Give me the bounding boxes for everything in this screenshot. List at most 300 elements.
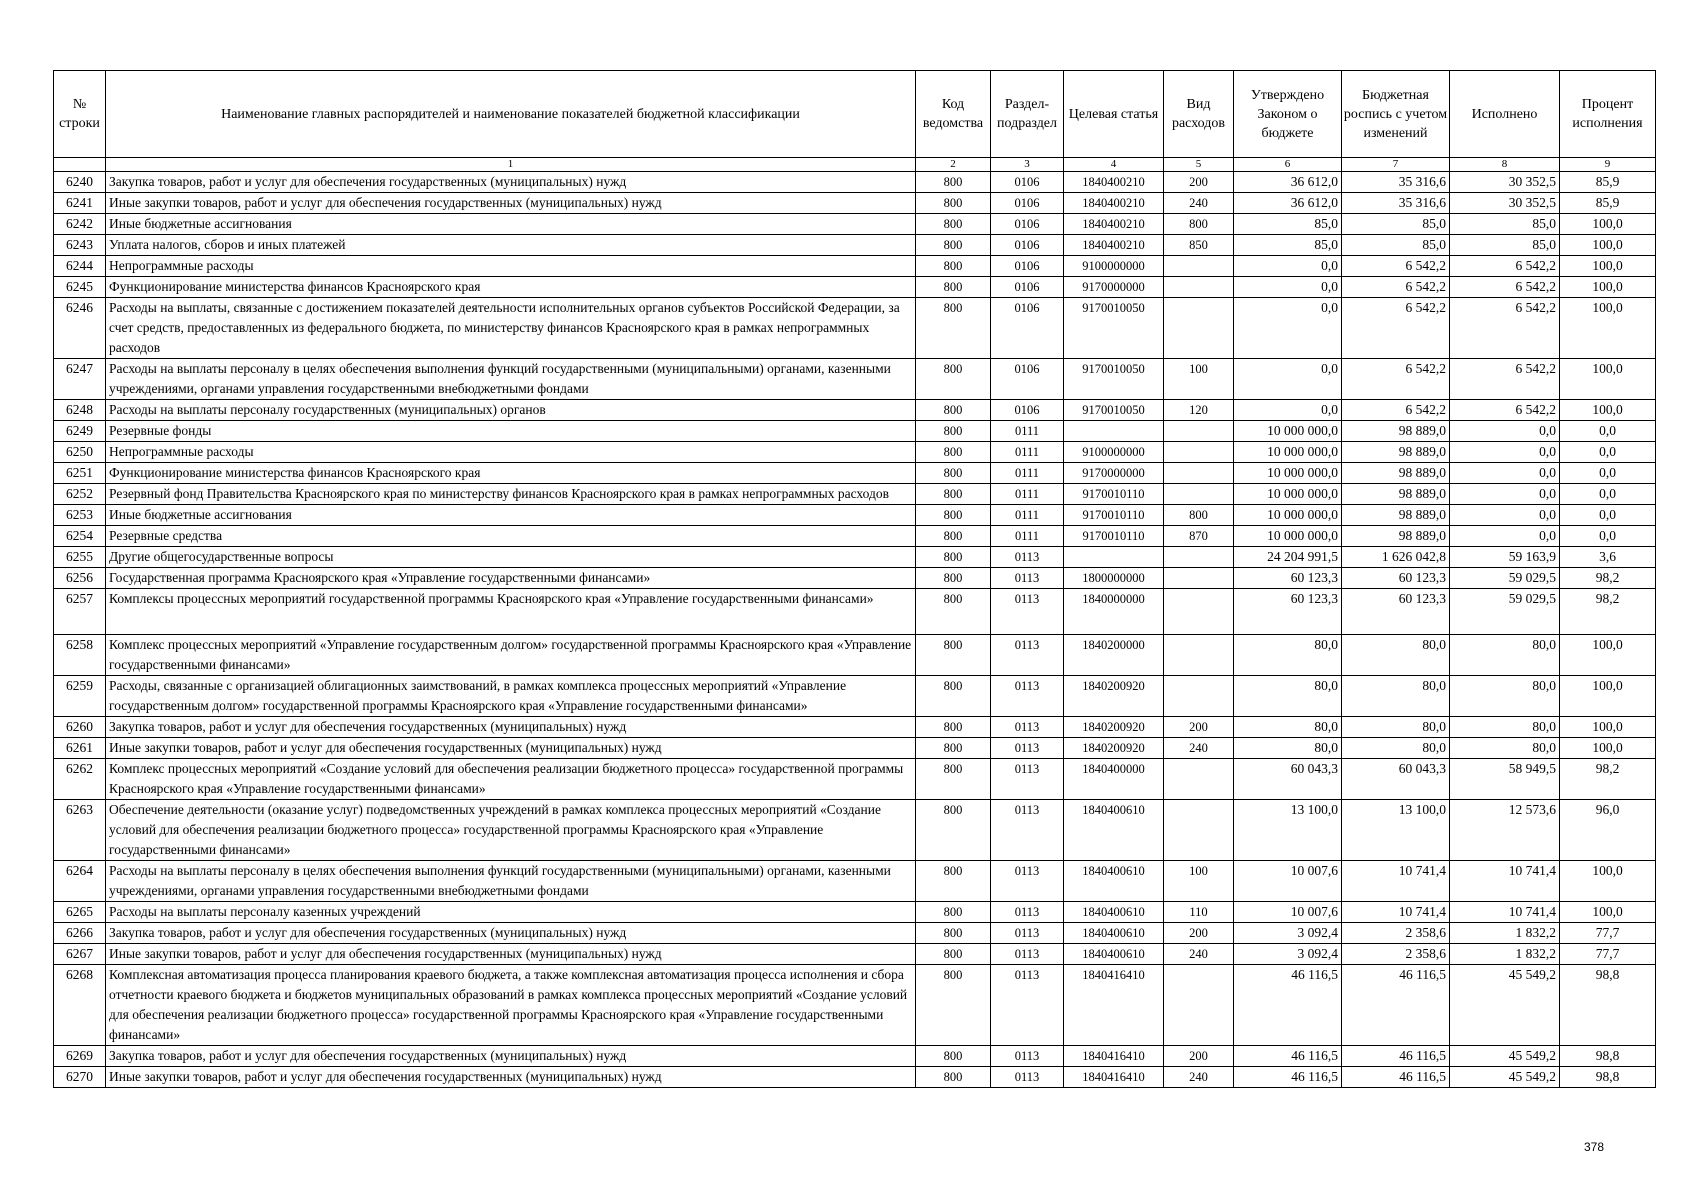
column-number: 3 <box>991 158 1064 172</box>
section-code: 0113 <box>991 1046 1064 1067</box>
approved-amount: 3 092,4 <box>1234 944 1342 965</box>
approved-amount: 60 123,3 <box>1234 589 1342 635</box>
section-code: 0111 <box>991 484 1064 505</box>
approved-amount: 85,0 <box>1234 214 1342 235</box>
row-number: 6264 <box>54 861 106 902</box>
row-name: Иные бюджетные ассигнования <box>106 214 916 235</box>
row-number: 6263 <box>54 800 106 861</box>
table-row <box>54 1067 1656 1088</box>
budget-amount: 98 889,0 <box>1342 484 1450 505</box>
executed-amount: 85,0 <box>1450 235 1560 256</box>
target-article: 9170010110 <box>1064 526 1164 547</box>
executed-amount: 59 029,5 <box>1450 568 1560 589</box>
approved-amount: 0,0 <box>1234 400 1342 421</box>
section-code: 0106 <box>991 256 1064 277</box>
target-article: 1840400610 <box>1064 861 1164 902</box>
section-code: 0113 <box>991 902 1064 923</box>
execution-percent: 96,0 <box>1560 800 1656 861</box>
target-article: 1840400210 <box>1064 235 1164 256</box>
execution-percent: 100,0 <box>1560 277 1656 298</box>
executed-amount: 59 163,9 <box>1450 547 1560 568</box>
expense-type <box>1164 800 1234 861</box>
target-article: 9170010050 <box>1064 359 1164 400</box>
table-row <box>54 589 1656 635</box>
row-name: Иные закупки товаров, работ и услуг для обеспечения государственных (муниципальных) нужд <box>106 1067 916 1088</box>
row-name: Комплексы процессных мероприятий государственной программы Красноярского края «Управление государственными финансами» <box>106 589 916 635</box>
executed-amount: 0,0 <box>1450 505 1560 526</box>
row-name: Закупка товаров, работ и услуг для обеспечения государственных (муниципальных) нужд <box>106 717 916 738</box>
execution-percent: 3,6 <box>1560 547 1656 568</box>
table-row <box>54 717 1656 738</box>
table-row <box>54 359 1656 400</box>
executed-amount: 1 832,2 <box>1450 923 1560 944</box>
dept-code: 800 <box>916 463 991 484</box>
expense-type: 100 <box>1164 359 1234 400</box>
target-article <box>1064 547 1164 568</box>
header-name: Наименование главных распорядителей и наименование показателей бюджетной классификации <box>106 71 916 158</box>
row-name: Расходы на выплаты, связанные с достижением показателей деятельности исполнительных органов субъектов Российской Федерации, за счет средств, предоставленных из федерального бюджета, по министерству финансов Красноярского края в рамках непрограммных расходов <box>106 298 916 359</box>
expense-type: 200 <box>1164 172 1234 193</box>
table-row <box>54 568 1656 589</box>
expense-type <box>1164 589 1234 635</box>
row-number: 6266 <box>54 923 106 944</box>
table-row <box>54 298 1656 359</box>
row-name: Резервные средства <box>106 526 916 547</box>
row-number: 6244 <box>54 256 106 277</box>
target-article: 1840200000 <box>1064 635 1164 676</box>
row-name: Закупка товаров, работ и услуг для обеспечения государственных (муниципальных) нужд <box>106 1046 916 1067</box>
row-name: Иные закупки товаров, работ и услуг для обеспечения государственных (муниципальных) нужд <box>106 193 916 214</box>
row-number: 6243 <box>54 235 106 256</box>
row-number: 6247 <box>54 359 106 400</box>
dept-code: 800 <box>916 298 991 359</box>
approved-amount: 60 043,3 <box>1234 759 1342 800</box>
header-expense-type: Вид расходов <box>1164 71 1234 158</box>
target-article: 1840400210 <box>1064 193 1164 214</box>
executed-amount: 1 832,2 <box>1450 944 1560 965</box>
target-article: 1840400610 <box>1064 944 1164 965</box>
row-number: 6267 <box>54 944 106 965</box>
expense-type: 240 <box>1164 1067 1234 1088</box>
row-name: Комплексная автоматизация процесса планирования краевого бюджета, а также комплексная автоматизация процесса исполнения и сбора отчетности краевого бюджета и бюджетов муниципальных образований в рамках комплекса процессных мероприятий «Создание условий для обеспечения реализации бюджетного процесса» государственной программы Красноярского края «Управление государственными финансами» <box>106 965 916 1046</box>
expense-type <box>1164 298 1234 359</box>
execution-percent: 98,8 <box>1560 1067 1656 1088</box>
expense-type: 850 <box>1164 235 1234 256</box>
row-name: Функционирование министерства финансов Красноярского края <box>106 463 916 484</box>
budget-amount: 6 542,2 <box>1342 256 1450 277</box>
expense-type: 870 <box>1164 526 1234 547</box>
executed-amount: 85,0 <box>1450 214 1560 235</box>
expense-type <box>1164 442 1234 463</box>
budget-amount: 98 889,0 <box>1342 421 1450 442</box>
header-dept-code: Код ведомства <box>916 71 991 158</box>
execution-percent: 100,0 <box>1560 902 1656 923</box>
budget-amount: 35 316,6 <box>1342 193 1450 214</box>
target-article: 9170000000 <box>1064 277 1164 298</box>
target-article: 9100000000 <box>1064 256 1164 277</box>
budget-amount: 6 542,2 <box>1342 298 1450 359</box>
expense-type: 800 <box>1164 214 1234 235</box>
budget-amount: 46 116,5 <box>1342 1067 1450 1088</box>
section-code: 0113 <box>991 800 1064 861</box>
row-name: Расходы на выплаты персоналу в целях обеспечения выполнения функций государственными (муниципальными) органами, казенными учреждениями, органами управления государственными внебюджетными фондами <box>106 861 916 902</box>
target-article: 1840000000 <box>1064 589 1164 635</box>
execution-percent: 0,0 <box>1560 505 1656 526</box>
executed-amount: 45 549,2 <box>1450 965 1560 1046</box>
column-number: 9 <box>1560 158 1656 172</box>
target-article: 1840416410 <box>1064 1046 1164 1067</box>
expense-type <box>1164 965 1234 1046</box>
table-row <box>54 944 1656 965</box>
row-number: 6261 <box>54 738 106 759</box>
column-number <box>54 158 106 172</box>
column-number: 5 <box>1164 158 1234 172</box>
row-number: 6242 <box>54 214 106 235</box>
table-row <box>54 738 1656 759</box>
table-row <box>54 861 1656 902</box>
approved-amount: 0,0 <box>1234 359 1342 400</box>
expense-type <box>1164 759 1234 800</box>
budget-amount: 2 358,6 <box>1342 923 1450 944</box>
table-row <box>54 193 1656 214</box>
expense-type <box>1164 463 1234 484</box>
target-article: 1840400210 <box>1064 214 1164 235</box>
row-number: 6265 <box>54 902 106 923</box>
section-code: 0106 <box>991 193 1064 214</box>
table-row <box>54 1046 1656 1067</box>
row-name: Уплата налогов, сборов и иных платежей <box>106 235 916 256</box>
approved-amount: 85,0 <box>1234 235 1342 256</box>
page-number: 378 <box>1584 1140 1605 1154</box>
approved-amount: 10 000 000,0 <box>1234 442 1342 463</box>
executed-amount: 6 542,2 <box>1450 277 1560 298</box>
table-row <box>54 902 1656 923</box>
approved-amount: 0,0 <box>1234 256 1342 277</box>
table-row <box>54 505 1656 526</box>
dept-code: 800 <box>916 442 991 463</box>
expense-type: 240 <box>1164 944 1234 965</box>
section-code: 0113 <box>991 861 1064 902</box>
target-article: 1840200920 <box>1064 676 1164 717</box>
dept-code: 800 <box>916 172 991 193</box>
execution-percent: 100,0 <box>1560 298 1656 359</box>
section-code: 0106 <box>991 214 1064 235</box>
expense-type <box>1164 484 1234 505</box>
executed-amount: 80,0 <box>1450 717 1560 738</box>
budget-amount: 80,0 <box>1342 738 1450 759</box>
row-number: 6248 <box>54 400 106 421</box>
dept-code: 800 <box>916 421 991 442</box>
execution-percent: 100,0 <box>1560 717 1656 738</box>
budget-table <box>53 70 1656 1088</box>
section-code: 0106 <box>991 172 1064 193</box>
table-row <box>54 421 1656 442</box>
section-code: 0111 <box>991 421 1064 442</box>
section-code: 0106 <box>991 359 1064 400</box>
executed-amount: 45 549,2 <box>1450 1046 1560 1067</box>
row-number: 6268 <box>54 965 106 1046</box>
dept-code: 800 <box>916 505 991 526</box>
target-article: 1840400210 <box>1064 172 1164 193</box>
target-article: 1840200920 <box>1064 738 1164 759</box>
dept-code: 800 <box>916 400 991 421</box>
header-approved: Утверждено Законом о бюджете <box>1234 71 1342 158</box>
execution-percent: 77,7 <box>1560 944 1656 965</box>
dept-code: 800 <box>916 717 991 738</box>
row-name: Иные закупки товаров, работ и услуг для обеспечения государственных (муниципальных) нужд <box>106 738 916 759</box>
target-article: 1840416410 <box>1064 965 1164 1046</box>
execution-percent: 98,2 <box>1560 759 1656 800</box>
column-number: 2 <box>916 158 991 172</box>
row-name: Расходы на выплаты персоналу государственных (муниципальных) органов <box>106 400 916 421</box>
executed-amount: 0,0 <box>1450 463 1560 484</box>
row-number: 6251 <box>54 463 106 484</box>
table-row <box>54 463 1656 484</box>
budget-amount: 60 123,3 <box>1342 589 1450 635</box>
expense-type: 110 <box>1164 902 1234 923</box>
column-number-row <box>54 158 1656 172</box>
row-name: Иные закупки товаров, работ и услуг для обеспечения государственных (муниципальных) нужд <box>106 944 916 965</box>
budget-amount: 98 889,0 <box>1342 442 1450 463</box>
row-number: 6260 <box>54 717 106 738</box>
header-percent: Процент исполнения <box>1560 71 1656 158</box>
approved-amount: 80,0 <box>1234 676 1342 717</box>
executed-amount: 6 542,2 <box>1450 400 1560 421</box>
execution-percent: 100,0 <box>1560 256 1656 277</box>
row-name: Закупка товаров, работ и услуг для обеспечения государственных (муниципальных) нужд <box>106 923 916 944</box>
table-row <box>54 214 1656 235</box>
dept-code: 800 <box>916 1046 991 1067</box>
header-executed: Исполнено <box>1450 71 1560 158</box>
target-article: 9170010050 <box>1064 298 1164 359</box>
executed-amount: 0,0 <box>1450 526 1560 547</box>
approved-amount: 24 204 991,5 <box>1234 547 1342 568</box>
execution-percent: 0,0 <box>1560 442 1656 463</box>
header-target-article: Целевая статья <box>1064 71 1164 158</box>
row-name: Расходы на выплаты персоналу в целях обеспечения выполнения функций государственными (муниципальными) органами, казенными учреждениями, органами управления государственными внебюджетными фондами <box>106 359 916 400</box>
budget-amount: 46 116,5 <box>1342 1046 1450 1067</box>
table-row <box>54 676 1656 717</box>
dept-code: 800 <box>916 861 991 902</box>
section-code: 0113 <box>991 965 1064 1046</box>
table-row <box>54 635 1656 676</box>
executed-amount: 0,0 <box>1450 442 1560 463</box>
executed-amount: 30 352,5 <box>1450 172 1560 193</box>
row-name: Комплекс процессных мероприятий «Управление государственным долгом» государственной программы Красноярского края «Управление государственными финансами» <box>106 635 916 676</box>
dept-code: 800 <box>916 902 991 923</box>
approved-amount: 13 100,0 <box>1234 800 1342 861</box>
budget-amount: 6 542,2 <box>1342 400 1450 421</box>
row-number: 6252 <box>54 484 106 505</box>
execution-percent: 0,0 <box>1560 421 1656 442</box>
approved-amount: 10 000 000,0 <box>1234 421 1342 442</box>
budget-amount: 80,0 <box>1342 676 1450 717</box>
dept-code: 800 <box>916 568 991 589</box>
budget-amount: 80,0 <box>1342 635 1450 676</box>
expense-type <box>1164 547 1234 568</box>
target-article: 1840200920 <box>1064 717 1164 738</box>
executed-amount: 10 741,4 <box>1450 902 1560 923</box>
dept-code: 800 <box>916 676 991 717</box>
budget-amount: 6 542,2 <box>1342 359 1450 400</box>
budget-amount: 98 889,0 <box>1342 505 1450 526</box>
dept-code: 800 <box>916 193 991 214</box>
executed-amount: 12 573,6 <box>1450 800 1560 861</box>
table-row <box>54 442 1656 463</box>
row-name: Государственная программа Красноярского края «Управление государственными финансами» <box>106 568 916 589</box>
approved-amount: 10 000 000,0 <box>1234 526 1342 547</box>
expense-type: 240 <box>1164 193 1234 214</box>
dept-code: 800 <box>916 277 991 298</box>
row-name: Комплекс процессных мероприятий «Создание условий для обеспечения реализации бюджетного процесса» государственной программы Красноярского края «Управление государственными финансами» <box>106 759 916 800</box>
section-code: 0113 <box>991 738 1064 759</box>
row-number: 6256 <box>54 568 106 589</box>
approved-amount: 10 007,6 <box>1234 861 1342 902</box>
execution-percent: 100,0 <box>1560 400 1656 421</box>
row-name: Расходы, связанные с организацией облигационных заимствований, в рамках комплекса процессных мероприятий «Управление государственным долгом» государственной программы Красноярского края «Управление государственными финансами» <box>106 676 916 717</box>
approved-amount: 10 000 000,0 <box>1234 463 1342 484</box>
dept-code: 800 <box>916 484 991 505</box>
expense-type: 200 <box>1164 1046 1234 1067</box>
table-row <box>54 526 1656 547</box>
table-row <box>54 235 1656 256</box>
target-article <box>1064 421 1164 442</box>
column-number: 1 <box>106 158 916 172</box>
table-row <box>54 277 1656 298</box>
table-body <box>54 172 1656 1088</box>
row-name: Непрограммные расходы <box>106 256 916 277</box>
dept-code: 800 <box>916 526 991 547</box>
expense-type <box>1164 635 1234 676</box>
budget-amount: 60 123,3 <box>1342 568 1450 589</box>
section-code: 0106 <box>991 235 1064 256</box>
row-number: 6258 <box>54 635 106 676</box>
expense-type: 240 <box>1164 738 1234 759</box>
target-article: 9170010110 <box>1064 505 1164 526</box>
section-code: 0111 <box>991 526 1064 547</box>
row-number: 6245 <box>54 277 106 298</box>
approved-amount: 10 000 000,0 <box>1234 505 1342 526</box>
column-number: 6 <box>1234 158 1342 172</box>
executed-amount: 58 949,5 <box>1450 759 1560 800</box>
section-code: 0113 <box>991 923 1064 944</box>
section-code: 0106 <box>991 400 1064 421</box>
execution-percent: 77,7 <box>1560 923 1656 944</box>
dept-code: 800 <box>916 923 991 944</box>
table-row <box>54 484 1656 505</box>
header-budget-schedule: Бюджетная роспись с учетом изменений <box>1342 71 1450 158</box>
budget-amount: 2 358,6 <box>1342 944 1450 965</box>
section-code: 0113 <box>991 676 1064 717</box>
executed-amount: 80,0 <box>1450 676 1560 717</box>
budget-amount: 98 889,0 <box>1342 463 1450 484</box>
table-row <box>54 172 1656 193</box>
row-name: Резервный фонд Правительства Красноярского края по министерству финансов Красноярского края в рамках непрограммных расходов <box>106 484 916 505</box>
row-number: 6249 <box>54 421 106 442</box>
target-article: 1840400610 <box>1064 923 1164 944</box>
expense-type <box>1164 676 1234 717</box>
section-code: 0113 <box>991 944 1064 965</box>
executed-amount: 6 542,2 <box>1450 298 1560 359</box>
approved-amount: 80,0 <box>1234 717 1342 738</box>
dept-code: 800 <box>916 547 991 568</box>
execution-percent: 85,9 <box>1560 193 1656 214</box>
column-number: 4 <box>1064 158 1164 172</box>
dept-code: 800 <box>916 359 991 400</box>
table-row <box>54 965 1656 1046</box>
budget-amount: 35 316,6 <box>1342 172 1450 193</box>
target-article: 9170010110 <box>1064 484 1164 505</box>
section-code: 0113 <box>991 759 1064 800</box>
row-name: Непрограммные расходы <box>106 442 916 463</box>
budget-amount: 46 116,5 <box>1342 965 1450 1046</box>
row-name: Закупка товаров, работ и услуг для обеспечения государственных (муниципальных) нужд <box>106 172 916 193</box>
approved-amount: 60 123,3 <box>1234 568 1342 589</box>
executed-amount: 10 741,4 <box>1450 861 1560 902</box>
table-row <box>54 800 1656 861</box>
row-number: 6259 <box>54 676 106 717</box>
dept-code: 800 <box>916 235 991 256</box>
target-article: 9170000000 <box>1064 463 1164 484</box>
dept-code: 800 <box>916 965 991 1046</box>
execution-percent: 100,0 <box>1560 635 1656 676</box>
approved-amount: 36 612,0 <box>1234 172 1342 193</box>
section-code: 0111 <box>991 442 1064 463</box>
row-number: 6253 <box>54 505 106 526</box>
section-code: 0111 <box>991 505 1064 526</box>
row-number: 6262 <box>54 759 106 800</box>
executed-amount: 0,0 <box>1450 421 1560 442</box>
budget-amount: 10 741,4 <box>1342 902 1450 923</box>
approved-amount: 46 116,5 <box>1234 965 1342 1046</box>
approved-amount: 36 612,0 <box>1234 193 1342 214</box>
expense-type: 120 <box>1164 400 1234 421</box>
section-code: 0106 <box>991 298 1064 359</box>
row-number: 6270 <box>54 1067 106 1088</box>
approved-amount: 10 000 000,0 <box>1234 484 1342 505</box>
dept-code: 800 <box>916 589 991 635</box>
approved-amount: 46 116,5 <box>1234 1067 1342 1088</box>
row-name: Другие общегосударственные вопросы <box>106 547 916 568</box>
row-number: 6254 <box>54 526 106 547</box>
target-article: 1840400000 <box>1064 759 1164 800</box>
execution-percent: 100,0 <box>1560 861 1656 902</box>
expense-type <box>1164 568 1234 589</box>
dept-code: 800 <box>916 944 991 965</box>
execution-percent: 100,0 <box>1560 738 1656 759</box>
executed-amount: 6 542,2 <box>1450 359 1560 400</box>
expense-type: 200 <box>1164 923 1234 944</box>
dept-code: 800 <box>916 635 991 676</box>
executed-amount: 30 352,5 <box>1450 193 1560 214</box>
budget-amount: 98 889,0 <box>1342 526 1450 547</box>
target-article: 1840400610 <box>1064 800 1164 861</box>
budget-amount: 10 741,4 <box>1342 861 1450 902</box>
dept-code: 800 <box>916 256 991 277</box>
execution-percent: 98,8 <box>1560 965 1656 1046</box>
row-number: 6269 <box>54 1046 106 1067</box>
dept-code: 800 <box>916 1067 991 1088</box>
row-name: Функционирование министерства финансов Красноярского края <box>106 277 916 298</box>
expense-type <box>1164 256 1234 277</box>
header-section: Раздел-подраздел <box>991 71 1064 158</box>
target-article: 9170010050 <box>1064 400 1164 421</box>
execution-percent: 0,0 <box>1560 484 1656 505</box>
budget-amount: 85,0 <box>1342 214 1450 235</box>
row-number: 6246 <box>54 298 106 359</box>
executed-amount: 0,0 <box>1450 484 1560 505</box>
row-number: 6240 <box>54 172 106 193</box>
